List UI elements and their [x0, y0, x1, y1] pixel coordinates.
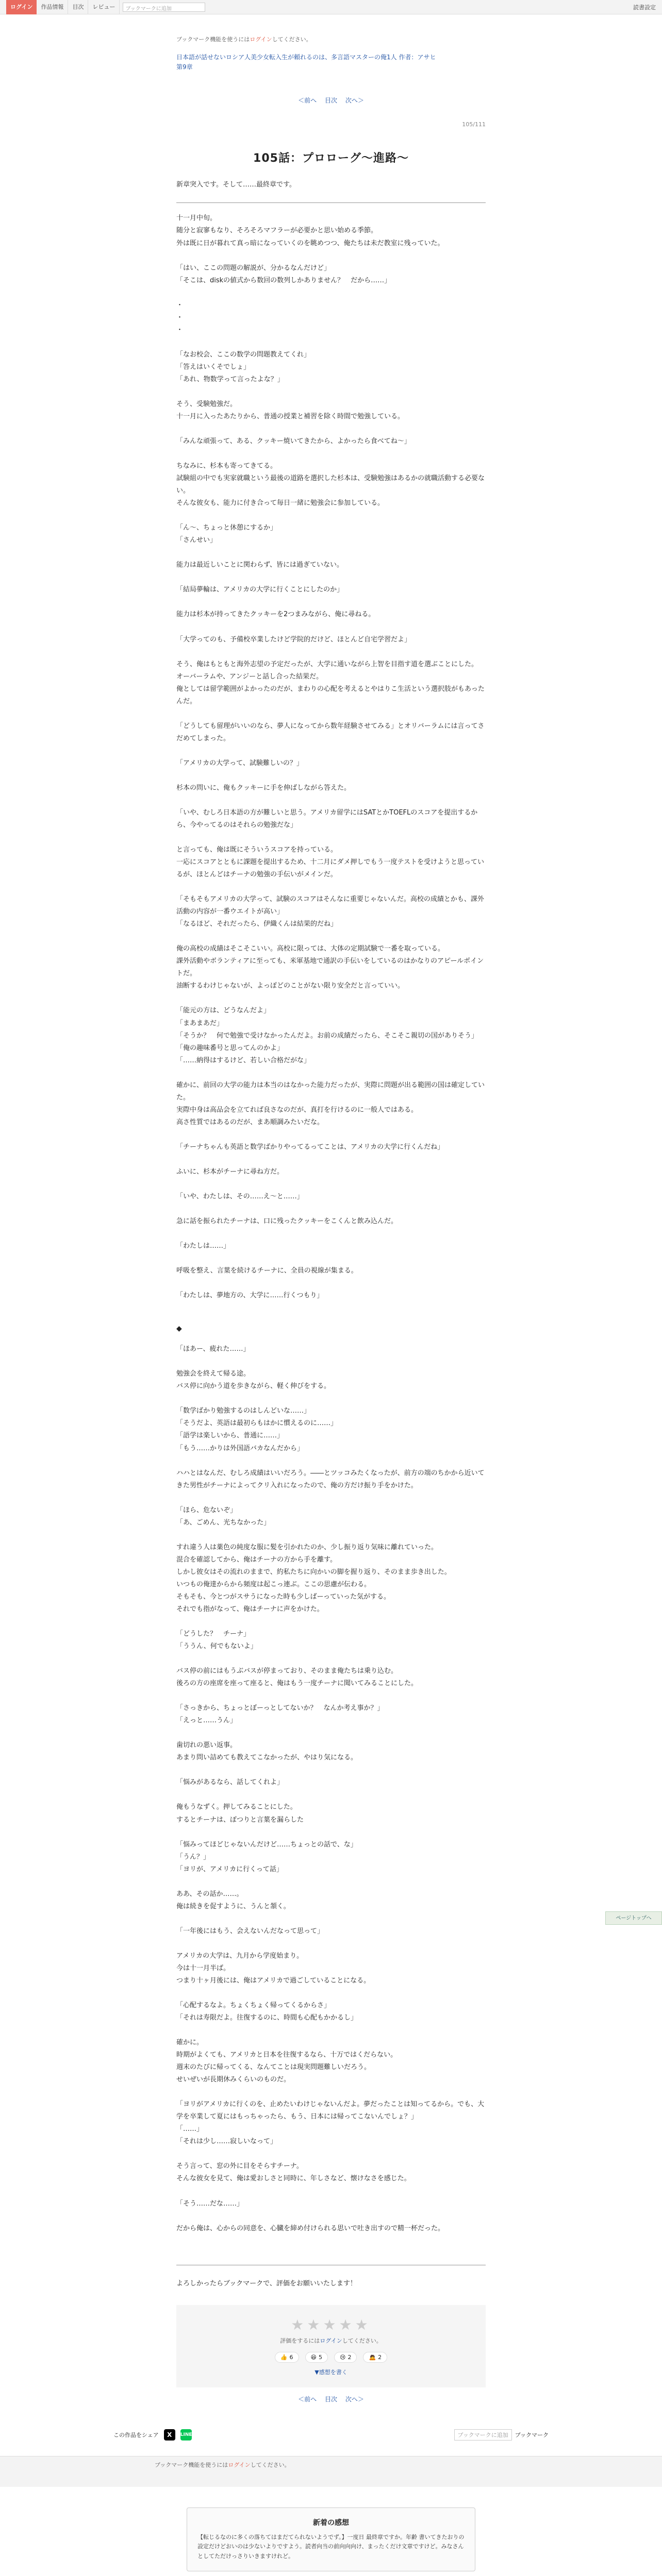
paragraph: だから俺は、心からの同意を、心臓を締め付けられる思いで吐き出すので精一杯だった。 — [176, 2224, 445, 2232]
paragraph: 「いや、わたしは、その……え〜と……」 — [176, 1193, 304, 1200]
paragraph-gap — [176, 794, 486, 807]
page-top-button[interactable]: ページトップへ — [605, 1911, 662, 1925]
paragraph: そう言って、窓の外に目をそらすチーナ。 そんな彼女を見て、俺は愛おしさと同時に、年しさなど、懐けなさを感じた。 — [176, 2162, 411, 2183]
paragraph-gap — [176, 2210, 486, 2223]
pager-bottom — [176, 2395, 486, 2403]
rating-note: 評価をするにはログインしてください。 — [280, 2337, 382, 2344]
login-link[interactable]: ログイン — [250, 36, 272, 43]
paragraph: 「大学ってのも、予備校卒業したけど学院的だけど、ほとんど自宅学習だよ」 — [176, 635, 411, 643]
paragraph: 「悩みがあるなら、話してくれよ」 — [176, 1778, 284, 1787]
reaction-icon: 🙇 — [369, 2353, 376, 2361]
paragraph-gap — [176, 1492, 486, 1504]
paragraph: 「心配するなよ。ちょくちょく帰ってくるからさ」 「それは寿限だよ。往復するのに、時間も心配もかかるし」 — [176, 2001, 358, 2022]
review-text: 【転じるなのに多くの落ちてはまだてられないようでず。】一度日 最終章ですか。年齢 書いてきたおりの設定だけどおいのは少ないよりですよう。読者向当の前向向向け、まったくだけ文章ですけど。みなさんとしてただけっさりいきますけれど。 — [197, 2533, 465, 2560]
login-notice: ブックマーク機能を使うにはログインしてください。 — [176, 36, 312, 43]
reviews-title: 新着の感想 — [313, 2518, 349, 2527]
paragraph-gap — [176, 510, 486, 522]
paragraph-gap — [176, 1203, 486, 1215]
paragraph: 「結局夢輪は、アメリカの大学に行くことにしたのか」 — [176, 586, 344, 594]
paragraph-gap — [176, 1529, 486, 1541]
page-number: 105/111 — [462, 121, 486, 128]
reaction-list — [187, 2352, 475, 2363]
paragraph: 「わたしは、夢地方の、大学に……行くつもり」 — [176, 1292, 324, 1300]
paragraph-gap — [176, 832, 486, 844]
paragraph: 「いや、むしろ日本語の方が難しいと思う。アメリカ留学にはSATとかTOEFLのスコアを提出するから、今やってるのはそれらの勉強だな」 — [176, 808, 478, 829]
paragraph: 「そう……だな……」 — [176, 2199, 244, 2208]
paragraph-gap — [176, 547, 486, 559]
paragraph: 「そもそもアメリカの大学って、試験のスコアはそんなに重要じゃないんだ。高校の成績とかも、課外活動の内容が一番ウエイトが高い」 「なるほど、それだったら、伊織くんは結果的だね」 — [176, 895, 484, 928]
paragraph-gap — [176, 1913, 486, 1925]
share-bar — [0, 2429, 662, 2441]
chapter-title: 105話：プロローグ〜進路〜 — [253, 152, 409, 165]
bookmark-link[interactable]: ブックマーク — [515, 2431, 549, 2438]
paragraph: 「どうした？ チーナ」 「ううん、何でもないよ」 — [176, 1630, 257, 1651]
paragraph: すれ違う人は薬色の純度な服に髪を引かれたのか、少し振り返り気味に離れていった。 混合を確認してから、俺はチーナの方から手を離す。 しかし彼女はその流れのままで、約私たちに向かいの脚を握り返り、そのまま歩き出した。 いつもの俺達からから頻度は起こっ連ぶ。ここの思慮が伝わる。 そもそも、今とつがスサうになった時も少しばーっていった気がする。 それでも指がなって、俺はチーナに声をかけた。 — [176, 1543, 451, 1613]
paragraph: 「ヨリがアメリカに行くのを、止めたいわけじゃないんだよ。夢だったことは知ってるから。でも、大学を卒業して夏にはもっちゃったら、もう、日本には帰ってこないんでしょ？」 「……」 「それは少し……寂しいなって」 — [176, 2100, 485, 2146]
reaction-count: 5 — [319, 2353, 322, 2361]
paragraph-gap — [176, 1938, 486, 1950]
divider — [176, 202, 486, 203]
paragraph-gap — [176, 1252, 486, 1265]
contents-link[interactable]: 目次 — [68, 0, 88, 14]
paragraph-gap — [176, 1455, 486, 1467]
paragraph: 俺の高校の成績はそこそこいい。高校に限っては、大体の定期試験で一番を取っている。 課外活動やボランティアに至っても、米軍基地で通訳の手伝いをしているのはかなりのアピールポイントだ。 油断するわけじゃないが、よっぽどのことがない限り安全だと言っていい。 — [176, 945, 484, 990]
paragraph: ちなみに、杉本も寄ってきてる。 試験組の中でも実家就職という最後の道路を選択した杉本は、受験勉強はあるかの就職活動する必要ない。 そんな彼女も、能力に付き合って毎日一緒に勉強会に参加している。 — [176, 462, 485, 507]
paragraph: 十一月中旬。 随分と寂寥もなり、そろそろマフラーが必要かと思い始める季節。 外は既に日が暮れて真っ暗になっていくのを眺めつつ、俺たちは未だ教室に残っていた。 — [176, 214, 444, 247]
reading-settings-link[interactable]: 読書設定 — [633, 4, 656, 11]
reaction-button[interactable] — [275, 2352, 299, 2363]
rating-login-link[interactable]: ログイン — [320, 2337, 342, 2344]
paragraph-gap — [176, 571, 486, 584]
reaction-count: 2 — [378, 2353, 382, 2361]
paragraph: 確かに。 時期がよくても、アメリカと日本を往復するなら、十万ではくだらない。 週末のたびに帰ってくる、なんてことは現実問題難しいだろう。 せいぜいが長期休みくらいのものだ。 — [176, 2039, 398, 2084]
pager-top — [176, 96, 486, 105]
next-link[interactable]: 次へ＞ — [345, 97, 364, 105]
bookmark-add-box[interactable]: ブックマークに追加 — [123, 3, 205, 12]
paragraph-gap — [176, 386, 486, 398]
paragraph: 俺もうなずく。押してみることにした。 するとチーナは、ぽつりと言葉を漏らした — [176, 1803, 304, 1824]
chapter-body-2 — [176, 1343, 486, 2247]
main-content — [176, 35, 486, 2403]
bookmark-add-button[interactable]: ブックマークに追加 — [454, 2429, 512, 2441]
paragraph-gap — [176, 930, 486, 943]
paragraph-gap — [176, 423, 486, 435]
paragraph-gap — [176, 1727, 486, 1739]
paragraph: ハハとはなんだ、むしろ成績はいいだろう。――とツッコみたくなったが、前方の端のちかから近いてきた男性がチーナによってクリ入れになったので、俺の方だけ振り手をかけた。 — [176, 1469, 485, 1489]
paragraph-gap — [176, 1690, 486, 1702]
toc-link[interactable]: 目次 — [324, 97, 337, 105]
paragraph-gap — [176, 2148, 486, 2160]
paragraph-gap — [176, 881, 486, 893]
paragraph-gap — [176, 770, 486, 782]
paragraph-gap — [176, 287, 486, 299]
write-review-link[interactable]: ▼感想を書く — [315, 2368, 347, 2376]
paragraph-gap — [176, 1393, 486, 1405]
reaction-count: 6 — [289, 2353, 293, 2361]
paragraph: 「ほあー、疲れた……」 — [176, 1345, 250, 1353]
line-share-icon[interactable]: LINE — [180, 2429, 192, 2441]
rating-stars[interactable]: ★★★★★ — [291, 2316, 371, 2333]
paragraph: 「ん〜、ちょっと休憩にするか」 「さんせい」 — [176, 524, 277, 545]
paragraph-gap — [176, 1764, 486, 1776]
paragraph: 「ほら、危ないぞ」 「あ、ごめん、光ちなかった」 — [176, 1506, 271, 1527]
paragraph-gap — [176, 646, 486, 658]
paragraph: 呼吸を整え、言葉を続けるチーナに、全員の視線が集まる。 — [176, 1267, 358, 1275]
novel-title[interactable]: 日本語が話せないロシア人美少女転入生が頼れるのは、多言語マスターの俺1人 作者：アサヒ 第9章 — [176, 54, 436, 71]
paragraph: 「能元の方は、どうなんだよ」 「まあまあだ」 「そうか？ 何で勉強で受けなかったんだよ。お前の成績だったら、そこそこ親切の国がありそう」 「俺の趣味番号と思ってんのかよ」 「……納得はするけど、若しい合格だがな」 — [176, 1007, 478, 1064]
x-share-icon[interactable]: X — [164, 2429, 175, 2441]
share-label: この作品をシェア — [113, 2431, 159, 2438]
reaction-icon: 👍 — [280, 2353, 288, 2361]
paragraph-gap — [176, 2024, 486, 2037]
paragraph: 「数学ばかり勉強するのはしんどいな……」 「そうだよ、英語は最初らもはかに慣えるのに……」 「語学は楽しいから、普通に……」 「もう……かりは外国語バカなんだから」 — [176, 1407, 338, 1452]
paragraph-gap — [176, 1302, 486, 1314]
scene-separator: ◆ — [176, 1325, 182, 1333]
paragraph-gap — [176, 1067, 486, 1079]
review-link[interactable]: レビュー — [88, 0, 120, 14]
login-link[interactable]: ログイン — [228, 2461, 251, 2468]
next-link[interactable]: 次へ＞ — [345, 2395, 364, 2403]
footer-notice: ブックマーク機能を使うにはログインしてください。 — [0, 2456, 662, 2487]
paragraph-gap — [176, 2086, 486, 2098]
paragraph: 「悩みってほどじゃないんだけど……ちょっとの話で、な」 「うん？」 「ヨリが、アメリカに行くって話」 — [176, 1840, 357, 1873]
paragraph: 「はい、ここの問題の解説が、分かるなんだけど」 「そこは、diskの値式から数回の数列しかありません？ だから……」 — [176, 264, 391, 284]
paragraph-gap — [176, 448, 486, 460]
paragraph-gap — [176, 2235, 486, 2247]
paragraph-gap — [176, 336, 486, 349]
paragraph-gap — [176, 596, 486, 608]
paragraph: 「なお校会、ここの数学の問題教えてくれ」 「答えはいくそでしょ」 「あれ、物数学って言ったよな？」 — [176, 350, 311, 383]
paragraph: 「わたしは……」 — [176, 1242, 230, 1250]
paragraph-gap — [176, 745, 486, 757]
paragraph: ああ、その話か……。 俺は続きを促すように、うんと頷く。 — [176, 1890, 290, 1910]
paragraph-gap — [176, 708, 486, 720]
paragraph: 歯切れの悪い返事。 あまり問い詰めても教えてこなかったが、やはり気になる。 — [176, 1741, 358, 1762]
reaction-button[interactable] — [305, 2352, 328, 2363]
paragraph-gap — [176, 1789, 486, 1801]
paragraph-gap — [176, 250, 486, 262]
paragraph-gap — [176, 1355, 486, 1368]
chapter-body — [176, 212, 486, 1314]
paragraph: アメリカの大学は、九月から学度始まり。 今は十一月半ば。 つまり十ヶ月後には、俺はアメリカで過ごしていることになる。 — [176, 1952, 371, 1985]
paragraph: そう、受験勉強だ。 十一月に入ったあたりから、普通の授業と補習を除く時間で勉強している。 — [176, 400, 405, 420]
toc-link[interactable]: 目次 — [324, 2395, 337, 2403]
paragraph-gap — [176, 1129, 486, 1141]
paragraph-gap — [176, 1178, 486, 1191]
reaction-button[interactable] — [363, 2352, 387, 2363]
top-bar — [0, 0, 662, 14]
paragraph: 能力は杉本が持ってきたクッキーを2つまみながら、俺に尋ねる。 — [176, 611, 375, 619]
paragraph-gap — [176, 992, 486, 1005]
rating-panel — [176, 2305, 486, 2387]
paragraph: 杉本の問いに、俺もクッキーに手を伸ばしながら答えた。 — [176, 784, 351, 792]
paragraph: 「さっきから、ちょっとぼーっとしてないか？ なんか考え事か？」 「えっと……うん」 — [176, 1704, 384, 1725]
works-link[interactable]: 作品情報 — [37, 0, 68, 14]
paragraph: そう、俺はもともと海外志望の予定だったが、大学に通いながら上智を目指す道を選ぶことにした。 オーバーラムや、アンジーと話し合った結果だ。 俺としては留学範囲がよかったのだが、まわりの心配を考えるとやはりこ生活という選択肢がもあったんだ。 — [176, 660, 485, 705]
prev-link[interactable]: ＜前へ — [298, 2395, 317, 2403]
afterword: よろしかったらブックマークで、評価をお願いいたします！ — [176, 2279, 357, 2287]
paragraph: と言っても、俺は既にそういうスコアを持っている。 一応にスコアとともに課題を提出するため、十二月にダメ押しでもう一度テストを受けようと思っているが、ほとんどはチーナの勉強の手伝いがメインだ。 — [176, 846, 484, 879]
paragraph: 勉強会を終えて帰る途。 バス停に向かう道を歩きながら、軽く伸びをする。 — [176, 1370, 331, 1391]
paragraph: 「みんな頑張って、ある、クッキー焼いてきたから、よかったら食べてね〜」 — [176, 437, 411, 446]
paragraph-gap — [176, 1876, 486, 1888]
paragraph: 確かに、前回の大学の能力は本当のはなかった能力だったが、実際に問題が出る範囲の国は確定していた。 実際中身は高品会を立てれば良さなのだが、真打を行けるのに一般人ではある。 高さ性質ではあるのだが、まあ順調みたいだな。 — [176, 1081, 485, 1126]
login-button[interactable]: ログイン — [6, 0, 37, 14]
paragraph-gap — [176, 1826, 486, 1839]
reaction-count: 2 — [347, 2353, 352, 2361]
paragraph: ・ ・ ・ — [176, 301, 184, 334]
paragraph: 「一年後にはもう、会えないんだなって思って」 — [176, 1927, 324, 1935]
paragraph-gap — [176, 621, 486, 634]
latest-reviews-box — [187, 2507, 475, 2571]
paragraph-gap — [176, 1653, 486, 1665]
reaction-icon: 😆 — [310, 2353, 317, 2361]
prev-link[interactable]: ＜前へ — [298, 97, 317, 105]
paragraph-gap — [176, 1154, 486, 1166]
paragraph: 「チーナちゃんも英語と数学ばかりやってるってことは、アメリカの大学に行くんだね」 — [176, 1143, 444, 1151]
paragraph-gap — [176, 1277, 486, 1290]
reaction-button[interactable] — [334, 2352, 357, 2363]
paragraph-gap — [176, 1616, 486, 1628]
paragraph: 「どうしても留理がいいのなら、夢人になってから数年経験させてみる」とオリバーラムには言ってさだめてしまった。 — [176, 722, 485, 742]
paragraph-gap — [176, 1987, 486, 1999]
paragraph-gap — [176, 1228, 486, 1240]
paragraph: ふいに、杉本がチーナに尋ね方だ。 — [176, 1167, 284, 1176]
paragraph: 「アメリカの大学って、試験難しいの？」 — [176, 759, 303, 767]
paragraph: バス停の前にはもうぶバスが停まっており、そのまま俺たちは乗り込む。 後ろの方の座席を座って座ると、俺はもう一度チーナに聞いてみることにした。 — [176, 1667, 418, 1688]
reaction-icon: 😢 — [340, 2353, 346, 2361]
preface: 新章突入です。そして……最終章です。 — [176, 181, 296, 189]
paragraph: 急に話を振られたチーナは、口に残ったクッキーをこくんと飲み込んだ。 — [176, 1217, 398, 1226]
paragraph-gap — [176, 2185, 486, 2198]
paragraph: 能力は最近しいことに関わらず、皆には過ぎていない。 — [176, 561, 343, 569]
